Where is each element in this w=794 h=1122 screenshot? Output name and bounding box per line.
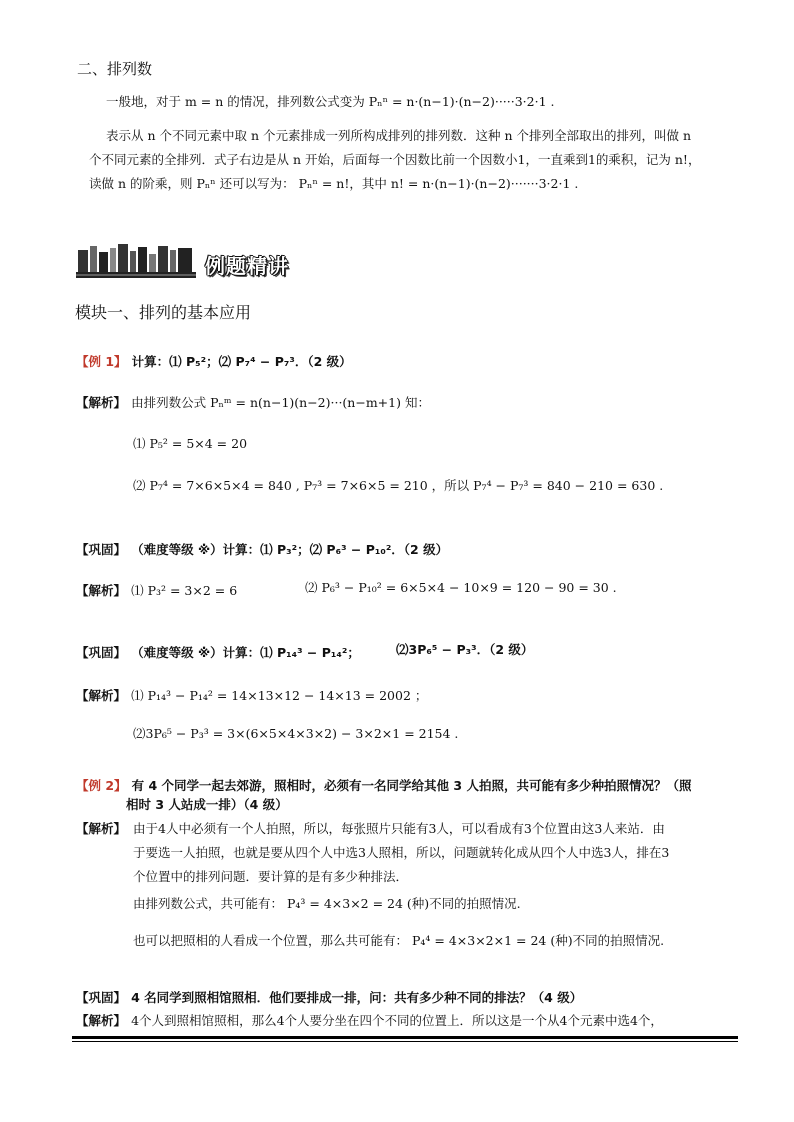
example-1-solution-1: ⑴ P₅² = 5×4 = 20 (133, 436, 248, 451)
consolidation-1-question (76, 541, 448, 557)
consolidation-2-solution-2: ⑵3P₆⁵ − P₃³ = 3×(6×5×4×3×2) − 3×2×1 = 2154 . (133, 726, 459, 741)
module-heading: 模块一、排列的基本应用 (75, 303, 252, 322)
solution-intro-text: 由排列数公式 Pₙᵐ = n(n−1)(n−2)···(n−m+1) 知： (131, 395, 430, 410)
solution-tag: 【解析】 (76, 688, 127, 703)
para-line-3: 读做 n 的阶乘，则 Pₙⁿ 还可以写为： Pₙⁿ = n!，其中 n! = n·(n−1)·(n−2)·······3·2·1 . (89, 176, 579, 191)
example-1-solution-intro (76, 394, 430, 410)
example-1-tag: 【例 1】 (76, 354, 127, 369)
solution-tag: 【解析】 (76, 583, 127, 598)
consolidation-3-question (76, 989, 582, 1005)
example-2-solution-line-4: 由排列数公式，共可能有： P₄³ = 4×3×2 = 24 (种)不同的拍照情况. (133, 896, 521, 911)
consolidation-3-solution-line-1: 4个人到照相馆照相，那么4个人要分坐在四个不同的位置上．所以这是一个从4个元素中选4个， (131, 1013, 663, 1028)
consolidation-2-text-b: ⑵3P₆⁵ − P₃³．（2 级） (396, 642, 534, 657)
consolidation-tag: 【巩固】 (76, 990, 127, 1005)
solution-tag: 【解析】 (76, 1013, 127, 1028)
example-2-text-line-2: 相时 3 人站成一排）（4 级） (126, 797, 288, 812)
consolidation-tag: 【巩固】 (76, 645, 127, 660)
example-2-solution (133, 817, 753, 889)
consolidation-2-question (76, 644, 360, 660)
example-2-solution-line-5: 也可以把照相的人看成一个位置，那么共可能有： P₄⁴ = 4×3×2×1 = 24 (种)不同的拍照情况. (133, 933, 665, 948)
intro-formula-line: 一般地，对于 m = n 的情况，排列数公式变为 Pₙⁿ = n·(n−1)·(n−2)·····3·2·1 . (106, 94, 555, 109)
solution-tag: 【解析】 (76, 395, 127, 410)
consolidation-3-text: 4 名同学到照相馆照相．他们要排成一排，问：共有多少种不同的排法？（4 级） (131, 990, 583, 1005)
example-2-solution-line-2: 于要选一人拍照，也就是要从四个人中选3人照相，所以，问题就转化成从四个人中选3人，排在3 (133, 845, 670, 860)
solution-tag: 【解析】 (76, 821, 127, 836)
example-2-solution-line-1: 由于4人中必须有一个人拍照，所以，每张照片只能有3人，可以看成有3个位置由这3人来站．由 (133, 821, 665, 836)
consolidation-1-solution (76, 582, 237, 598)
consolidation-1-text: （难度等级 ※）计算：⑴ P₃²；⑵ P₆³ − P₁₀²．（2 级） (131, 542, 449, 557)
example-1-question (76, 353, 352, 369)
example-2-tag: 【例 2】 (76, 778, 127, 793)
section-heading: 二、排列数 (77, 60, 153, 78)
banner-title: 例题精讲 (205, 254, 289, 278)
consolidation-2-solution-1: ⑴ P₁₄³ − P₁₄² = 14×13×12 − 14×13 = 2002 ； (131, 688, 428, 703)
books-banner-icon (76, 242, 196, 280)
footer-rule-thick (72, 1036, 738, 1039)
full-permutation-paragraph (89, 124, 749, 196)
consolidation-3-solution (76, 1012, 663, 1028)
example-1-text: 计算：⑴ P₅²；⑵ P₇⁴ − P₇³．（2 级） (131, 354, 352, 369)
example-2-question (76, 777, 691, 793)
consolidation-2-text: （难度等级 ※）计算：⑴ P₁₄³ − P₁₄²； (131, 645, 360, 660)
consolidation-1-solution-2: ⑵ P₆³ − P₁₀² = 6×5×4 − 10×9 = 120 − 90 = 30 . (305, 580, 617, 595)
example-2-text-line-1: 有 4 个同学一起去郊游，照相时，必须有一名同学给其他 3 人拍照，共可能有多少种拍照情况？（照 (131, 778, 692, 793)
consolidation-1-solution-1: ⑴ P₃² = 3×2 = 6 (131, 583, 238, 598)
example-1-solution-2: ⑵ P₇⁴ = 7×6×5×4 = 840 , P₇³ = 7×6×5 = 210 ，所以 P₇⁴ − P₇³ = 840 − 210 = 630 . (133, 478, 664, 493)
example-2-solution-line-3: 个位置中的排列问题．要计算的是有多少种排法． (133, 869, 409, 884)
footer-rule-thin (72, 1041, 738, 1042)
consolidation-tag: 【巩固】 (76, 542, 127, 557)
para-line-1: 表示从 n 个不同元素中取 n 个元素排成一列所构成排列的排列数．这种 n 个排列全部取出的排列，叫做 n (106, 128, 692, 143)
consolidation-2-solution (76, 687, 427, 703)
para-line-2: 个不同元素的全排列．式子右边是从 n 开始，后面每一个因数比前一个因数小1，一直乘到1的乘积，记为 n!， (89, 152, 701, 167)
